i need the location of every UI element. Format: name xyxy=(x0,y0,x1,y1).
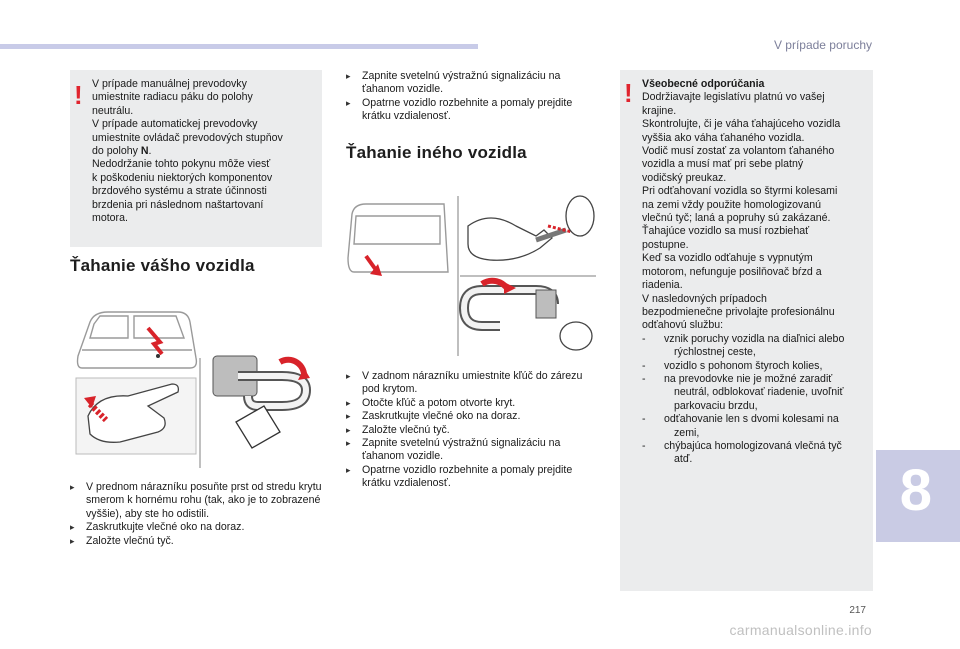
section-title: V prípade poruchy xyxy=(773,38,872,52)
warning-line: motora. xyxy=(92,212,128,225)
watermark: carmanualsonline.info xyxy=(729,622,872,638)
step-item: ▸ Založte vlečnú tyč. xyxy=(70,535,330,548)
advice-line: krajine. xyxy=(642,104,677,117)
advice-line: postupne. xyxy=(642,238,689,251)
advice-line: vyššia ako váha ťahaného vozidla. xyxy=(642,131,805,144)
advice-bullet-list xyxy=(642,333,872,467)
advice-line: na zemi vždy použite homologizovanú xyxy=(642,198,822,211)
advice-bullet: - na prevodovke nie je možné zaradiť neutrál, odblokovať riadenie, uvoľniť parkovaciu brzdu, xyxy=(642,372,844,412)
warning-line: V prípade manuálnej prevodovky xyxy=(92,78,247,90)
step-item: ▸ Zapnite svetelnú výstražnú signalizáciu na ťahanom vozidle. xyxy=(346,70,598,97)
gear-letter: N xyxy=(140,145,149,158)
advice-line: Ťahajúce vozidlo sa musí rozbiehať xyxy=(642,225,810,238)
key-hand-icon xyxy=(468,196,594,260)
warning-icon: ! xyxy=(74,80,83,110)
figure-rear-tow-eye xyxy=(340,186,600,358)
step-item: ▸ Zaskrutkujte vlečné oko na doraz. xyxy=(346,410,598,423)
warning-line: umiestnite radiacu páku do polohy xyxy=(92,91,253,104)
advice-line: V nasledovných prípadoch xyxy=(642,292,767,305)
step-item: ▸ Zapnite svetelnú výstražnú signalizáciu na ťahanom vozidle. xyxy=(346,437,598,464)
step-item: ▸ V zadnom nárazníku umiestnite kľúč do zárezu pod krytom. xyxy=(346,370,598,397)
warning-line: brzdového systému a strate účinnosti xyxy=(92,185,267,198)
tow-eye-icon xyxy=(213,356,310,448)
advice-line: motorom, nefunguje posilňovač bŕzd a xyxy=(642,265,822,278)
advice-line: Dodržiavajte legislatívu platnú vo vašej xyxy=(642,91,825,104)
tow-eye-icon xyxy=(464,281,592,350)
warning-line: brzdenia pri následnom naštartovaní xyxy=(92,198,264,211)
advice-line: Pri odťahovaní vozidla so štyrmi kolesami xyxy=(642,185,838,198)
heading-towing-other: Ťahanie iného vozidla xyxy=(346,143,527,162)
steps-towing-own xyxy=(70,481,330,548)
warning-line: Nedodržanie tohto pokynu môže viesť xyxy=(92,158,271,171)
car-front-icon xyxy=(78,312,197,368)
step-item: ▸ Zaskrutkujte vlečné oko na doraz. xyxy=(70,521,330,534)
advice-bullet: - vznik poruchy vozidla na diaľnici alebo rýchlostnej ceste, xyxy=(642,332,845,359)
warning-box-gear xyxy=(70,70,322,247)
advice-line: bezpodmienečne privolajte profesionálnu xyxy=(642,305,835,318)
advice-line: vlečnú tyč; laná a popruhy sú zakázané. xyxy=(642,212,831,225)
step-item: ▸ Opatrne vozidlo rozbehnite a pomaly prejdite krátku vzdialenosť. xyxy=(346,464,598,491)
advice-bullet: - vozidlo s pohonom štyroch kolies, xyxy=(642,359,823,372)
advice-title: Všeobecné odporúčania xyxy=(642,78,765,90)
advice-line: riadenia. xyxy=(642,279,683,292)
step-item: ▸ Opatrne vozidlo rozbehnite a pomaly prejdite krátku vzdialenosť. xyxy=(346,97,598,124)
warning-line: V prípade automatickej prevodovky xyxy=(92,118,258,131)
steps-continued xyxy=(346,70,598,124)
step-item: ▸ V prednom nárazníku posuňte prst od stredu krytu smerom k hornému rohu (tak, ako je to zobrazené vyššie), aby ste ho odistili. xyxy=(70,481,330,521)
header-bar xyxy=(0,44,478,49)
advice-line: Vodič musí zostať za volantom ťahaného xyxy=(642,145,835,158)
warning-line: do polohy N. xyxy=(92,145,152,158)
advice-bullet: - odťahovanie len s dvomi kolesami na zemi, xyxy=(642,413,839,439)
steps-towing-other xyxy=(346,370,598,491)
chapter-number: 8 xyxy=(899,458,932,523)
hand-icon xyxy=(76,378,196,454)
arrow-icon xyxy=(366,256,376,270)
warning-line: neutrálu. xyxy=(92,104,134,117)
advice-box xyxy=(620,70,873,591)
warning-line: umiestnite ovládač prevodových stupňov xyxy=(92,131,283,144)
advice-bullet: - chýbajúca homologizovaná vlečná tyč atď. xyxy=(642,439,842,466)
warning-icon: ! xyxy=(624,78,633,108)
step-item: ▸ Založte vlečnú tyč. xyxy=(346,424,598,437)
step-item: ▸ Otočte kľúč a potom otvorte kryt. xyxy=(346,397,598,410)
figure-front-tow-eye xyxy=(68,298,330,470)
advice-line: Skontrolujte, či je váha ťahajúceho vozidla xyxy=(642,118,841,131)
advice-line: odťahovú službu: xyxy=(642,319,724,332)
page-number: 217 xyxy=(849,605,866,616)
advice-line: Keď sa vozidlo odťahuje s vypnutým xyxy=(642,252,813,265)
heading-towing-own: Ťahanie vášho vozidla xyxy=(70,256,255,275)
warning-line: k poškodeniu niektorých komponentov xyxy=(92,171,273,184)
car-rear-icon xyxy=(348,204,448,272)
advice-line: vodičský preukaz. xyxy=(642,171,727,184)
advice-line: vozidla a musí mať pri sebe platný xyxy=(642,158,804,171)
